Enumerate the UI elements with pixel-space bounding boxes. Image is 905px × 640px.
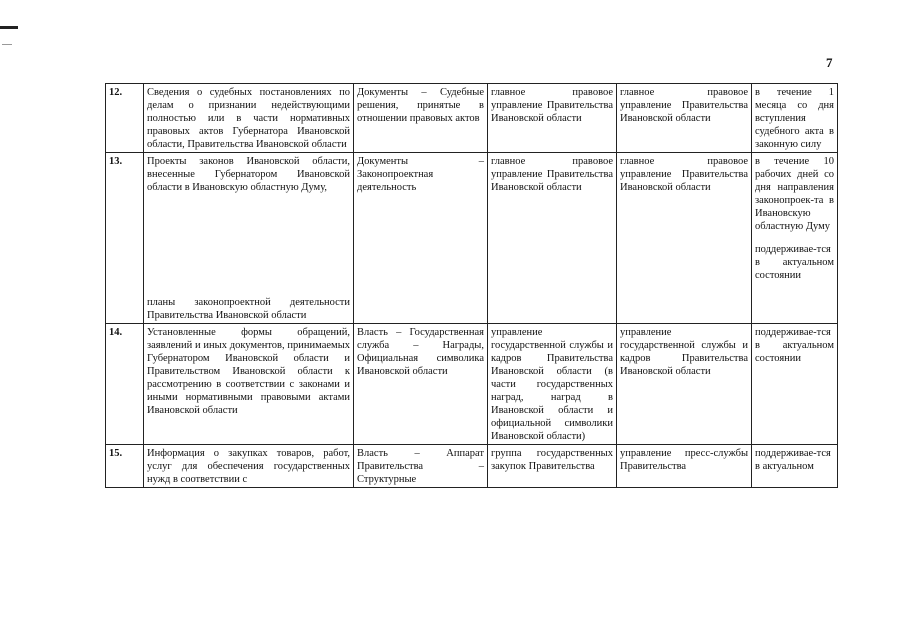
row-term: поддерживае-тся в актуальном <box>752 445 838 488</box>
table-row <box>106 445 838 488</box>
row-term: в течение 10 рабочих дней со дня направления законопроек-та в Ивановскую областную Думу <box>755 156 834 232</box>
row-description: Проекты законов Ивановской области, внесенные Губернатором Ивановской области в Ивановскую областную Думу, <box>147 156 350 193</box>
row-description: Информация о закупках товаров, работ, услуг для обеспечения государственных нужд в соответствии с <box>144 445 354 488</box>
scan-mark-small <box>2 44 12 45</box>
row-provider: управление пресс-службы Правительства <box>617 445 752 488</box>
row-term-secondary: поддерживае-тся в актуальном состоянии <box>755 244 834 281</box>
row-description: Установленные формы обращений, заявлений и иных документов, принимаемых Губернатором Ивановской области и Правительством Ивановской области к рассмотрению в соответствии с законами и иными нормативными правовыми актами Ивановской области <box>144 324 354 445</box>
scan-mark-top <box>0 26 18 29</box>
table-row <box>106 153 838 324</box>
row-responsible: группа государственных закупок Правительства <box>488 445 617 488</box>
table-row <box>106 324 838 445</box>
row-description: Сведения о судебных постановлениях по делам о признании недействующими полностью или в части нормативных правовых актов Губернатора Ивановской области, Правительства Ивановской области <box>144 84 354 153</box>
row-category: Документы – Судебные решения, принятые в отношении правовых актов <box>354 84 488 153</box>
row-category: Власть – Аппарат Правительства – Структурные <box>354 445 488 488</box>
spacer <box>147 194 350 296</box>
row-provider: управление государственной службы и кадров Правительства Ивановской области <box>617 324 752 445</box>
row-provider: главное правовое управление Правительства Ивановской области <box>617 84 752 153</box>
registry-table <box>105 83 838 488</box>
row-number: 13. <box>106 153 144 324</box>
row-term: поддерживае-тся в актуальном состоянии <box>752 324 838 445</box>
row-responsible: главное правовое управление Правительства Ивановской области <box>488 153 617 324</box>
row-term-cell <box>752 153 838 324</box>
row-category: Документы – Законопроектная деятельность <box>354 153 488 324</box>
row-term: в течение 1 месяца со дня вступления судебного акта в законную силу <box>752 84 838 153</box>
row-description-cell <box>144 153 354 324</box>
row-number: 14. <box>106 324 144 445</box>
row-number: 15. <box>106 445 144 488</box>
row-responsible: управление государственной службы и кадров Правительства Ивановской области (в части государственных наград, наград в Ивановской области и официальной символики Ивановской области) <box>488 324 617 445</box>
row-responsible: главное правовое управление Правительства Ивановской области <box>488 84 617 153</box>
row-description-secondary: планы законопроектной деятельности Правительства Ивановской области <box>147 297 350 321</box>
row-category: Власть – Государственная служба – Награды, Официальная символика Ивановской области <box>354 324 488 445</box>
spacer <box>755 233 834 243</box>
table-row <box>106 84 838 153</box>
row-provider: главное правовое управление Правительства Ивановской области <box>617 153 752 324</box>
page-number: 7 <box>826 55 833 70</box>
row-number: 12. <box>106 84 144 153</box>
